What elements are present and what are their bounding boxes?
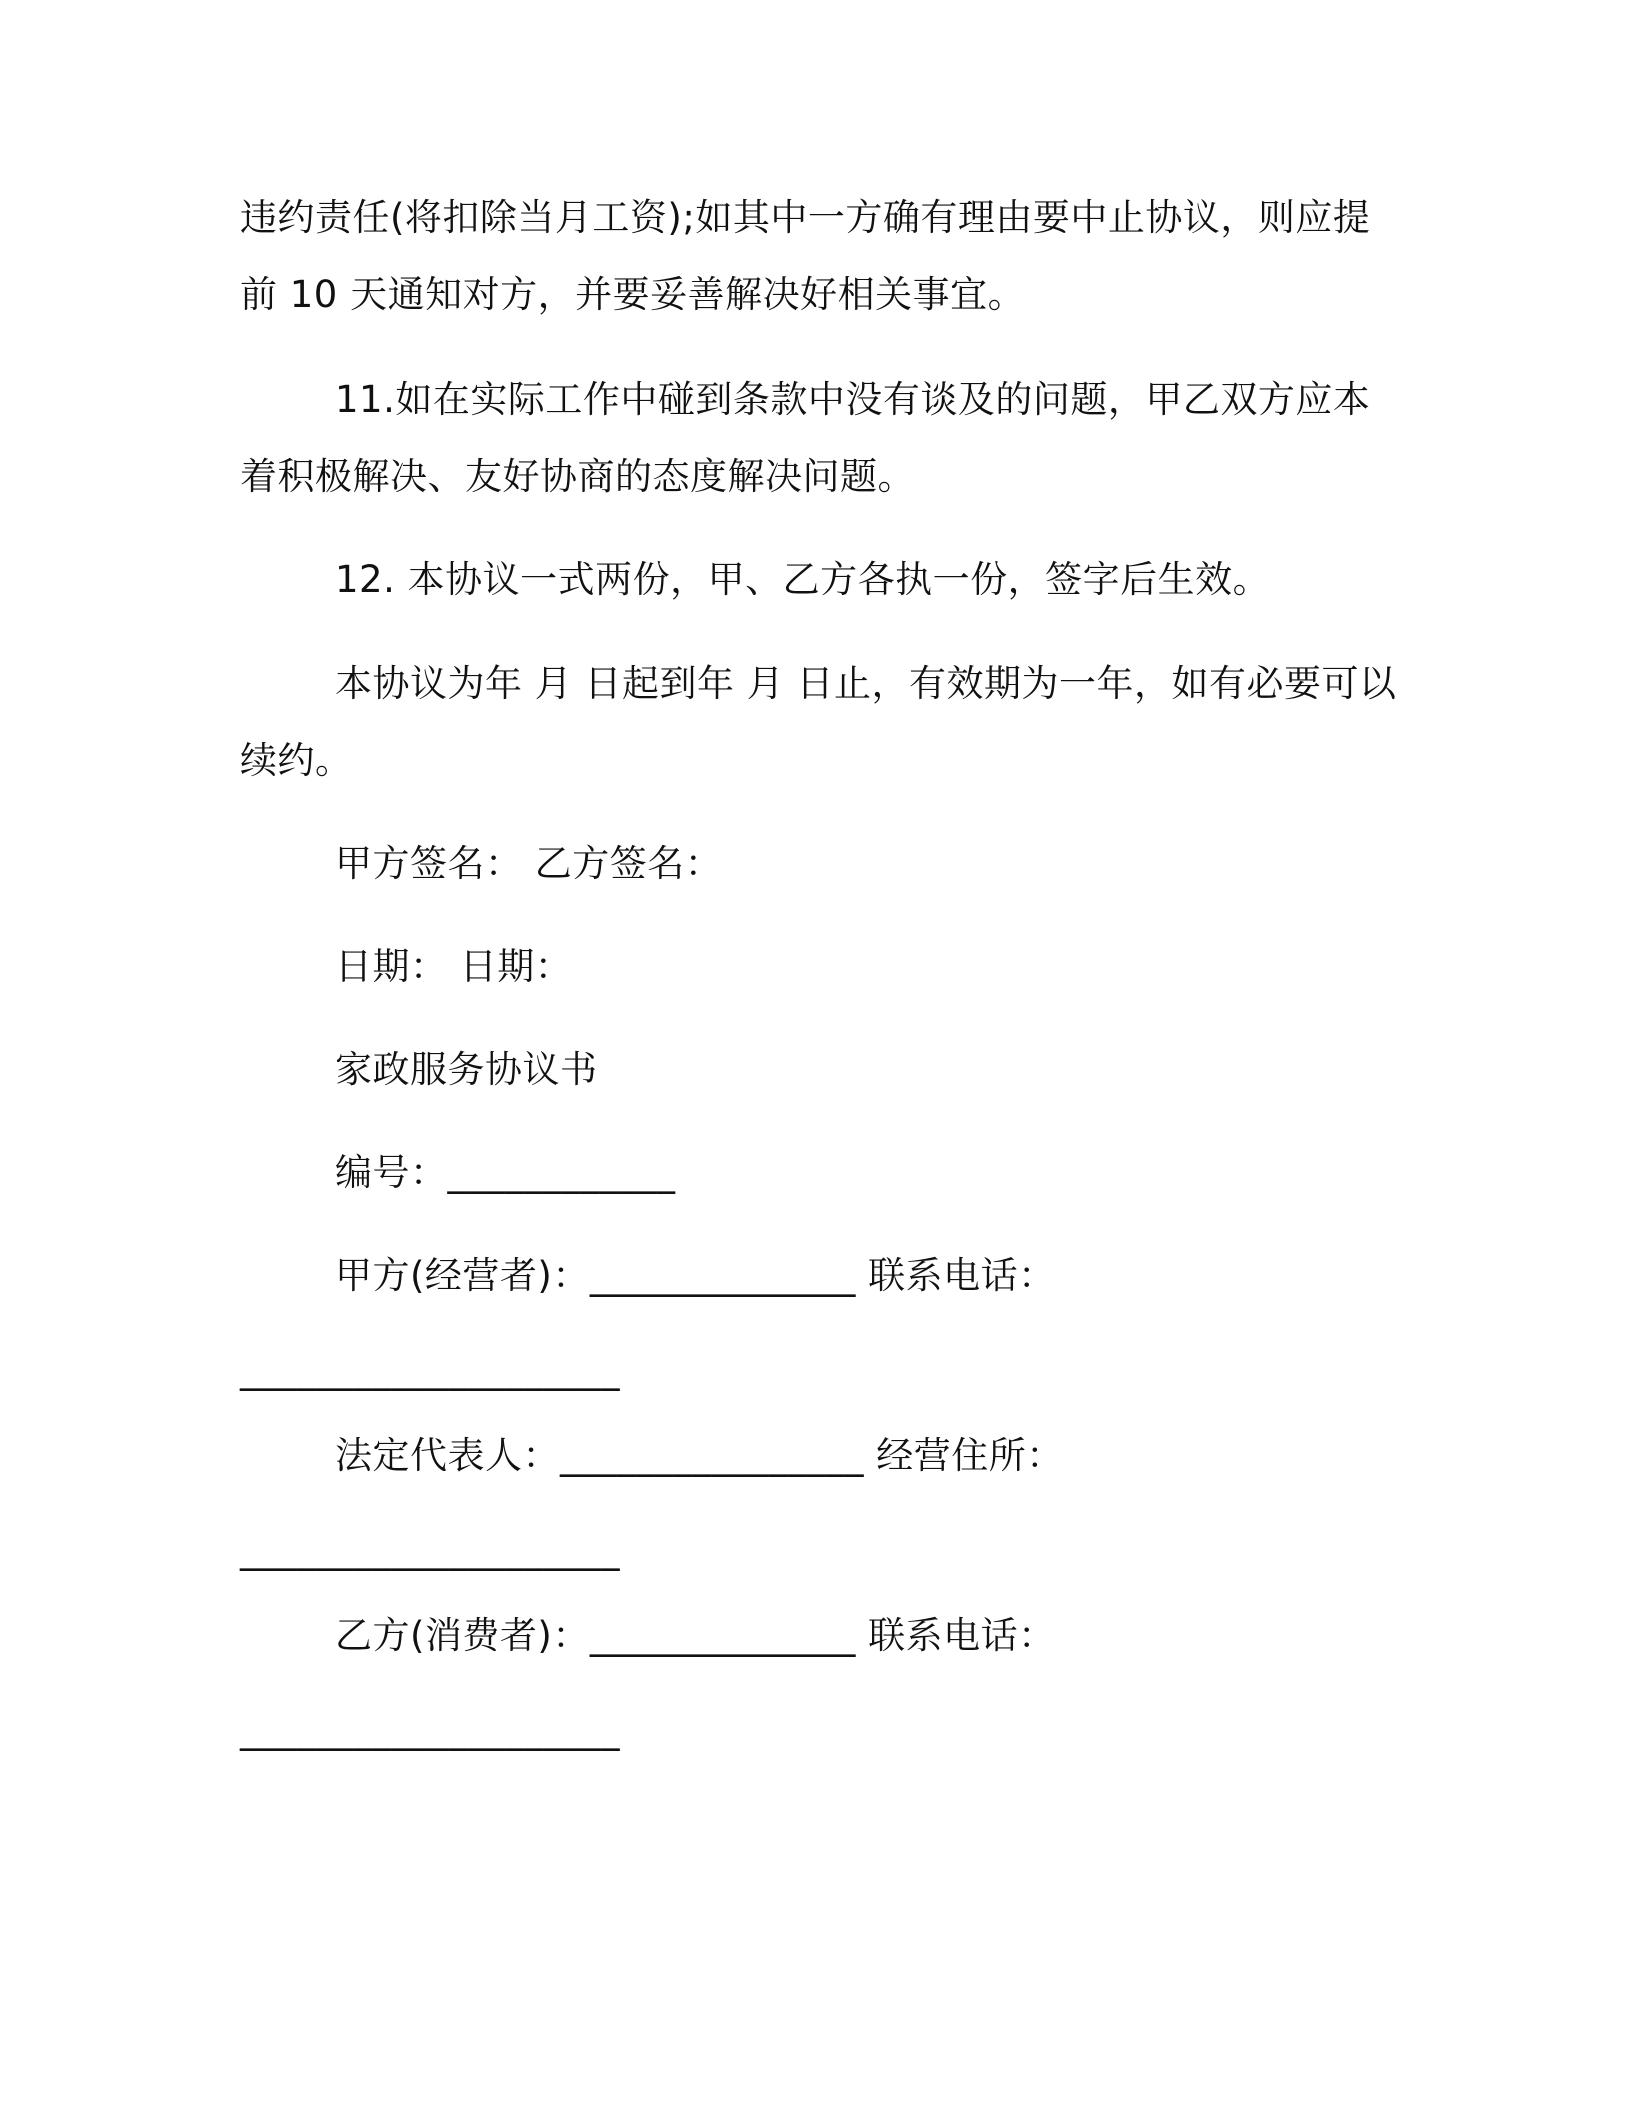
- clause-10-continuation-line-2: 前 10 天通知对方，并要妥善解决好相关事宜。: [240, 273, 1026, 316]
- clause-12: 12. 本协议一式两份，甲、乙方各执一份，签字后生效。: [335, 558, 1271, 601]
- party-b-phone-blank: ____________________: [240, 1708, 620, 1751]
- business-address-blank: ____________________: [240, 1528, 620, 1571]
- clause-11-line-1: 11.如在实际工作中碰到条款中没有谈及的问题，甲乙双方应本: [335, 378, 1371, 421]
- second-document-title: 家政服务协议书: [335, 1048, 598, 1091]
- number-field: 编号：____________: [335, 1151, 676, 1194]
- legal-representative-field: 法定代表人：________________ 经营住所：: [335, 1434, 1064, 1477]
- date-line: 日期： 日期：: [335, 945, 573, 988]
- party-a-phone-blank: ____________________: [240, 1348, 620, 1391]
- party-a-field: 甲方(经营者)：______________ 联系电话：: [335, 1254, 1056, 1297]
- signature-line: 甲方签名： 乙方签名：: [335, 842, 723, 885]
- term-line-2: 续约。: [240, 739, 353, 782]
- clause-10-continuation-line-1: 违约责任(将扣除当月工资);如其中一方确有理由要中止协议，则应提: [240, 196, 1371, 239]
- term-line-1: 本协议为年 月 日起到年 月 日止，有效期为一年，如有必要可以: [335, 662, 1397, 705]
- party-b-field: 乙方(消费者)：______________ 联系电话：: [335, 1614, 1056, 1657]
- clause-11-line-2: 着积极解决、友好协商的态度解决问题。: [240, 455, 915, 498]
